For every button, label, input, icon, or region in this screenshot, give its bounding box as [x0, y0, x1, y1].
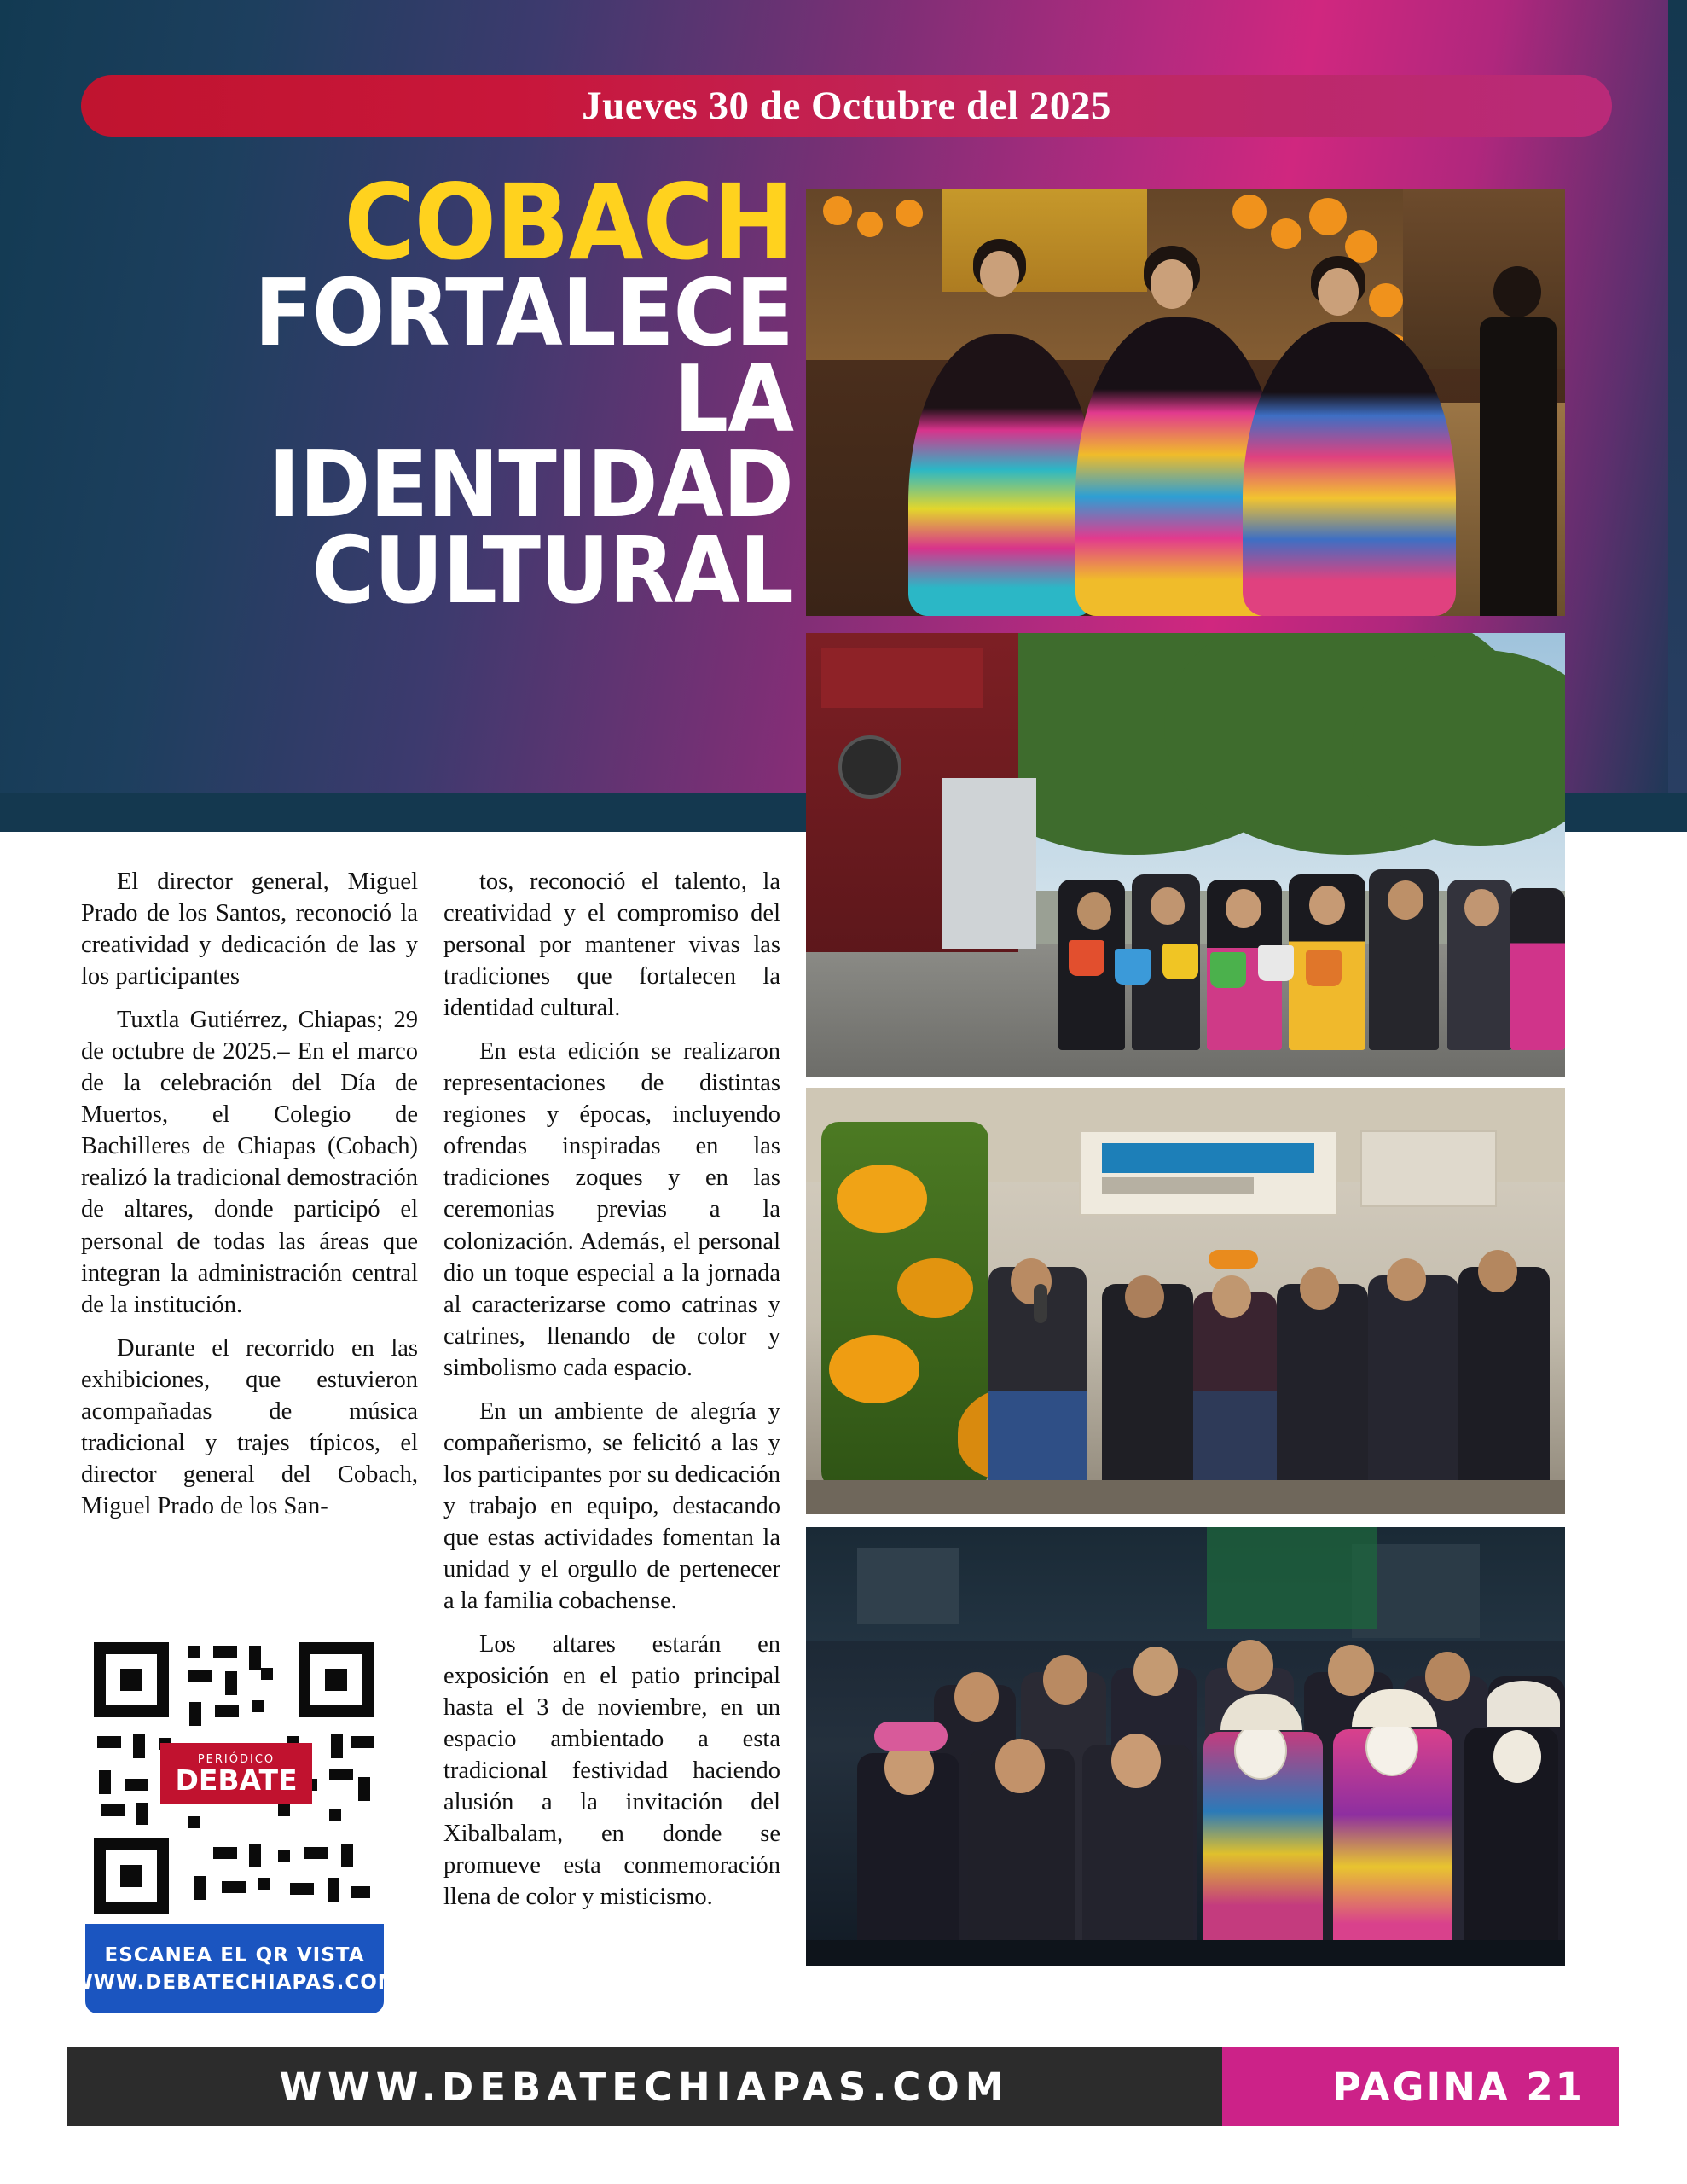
logo-top-text: PERIÓDICO: [197, 1753, 275, 1766]
headline-line-2: FORTALECE: [254, 260, 793, 368]
date-text: Jueves 30 de Octubre del 2025: [582, 84, 1111, 128]
article-paragraph: El director general, Miguel Prado de los Santos, reconoció la creatividad y dedicación de las y los participantes: [81, 868, 418, 990]
article-paragraph: En esta edición se realizaron representaciones de distintas regiones y épocas, incluyendo ofrendas inspiradas en las tradiciones zoques y en las ceremonias previas a la colonización. Además, el personal dio un toque especial a la jornada al caracterizarse como catrinas y catrines, llenando de color y simbolismo cada espacio.: [443, 1038, 780, 1381]
qr-call-to-action[interactable]: [71, 1924, 398, 2013]
logo-name-text: DEBATE: [175, 1763, 298, 1797]
article-paragraph: Los altares estarán en exposición en el patio principal hasta el 3 de noviembre, en un espacio ambientado a esta tradicional festividad haciendo alusión a la invitación del Xibalbalam, en donde se promueve esta conmemoración llena de color y misticismo.: [443, 1631, 780, 1911]
qr-cta-line-1: ESCANEA EL QR VISTA: [104, 1943, 365, 1966]
page-edge-strip: [1668, 0, 1687, 832]
article-paragraph: Durante el recorrido en las exhibiciones, que estuvieron acompañadas de música tradicional y trajes típicos, el director general del Cobach, Miguel Prado de los San-: [81, 1334, 418, 1519]
debate-logo: [160, 1743, 312, 1804]
article-paragraph: Tuxtla Gutiérrez, Chiapas; 29 de octubre de 2025.– En el marco de la celebración del Día de Muertos, el Colegio de Bachilleres de Chiapas (Cobach) realizó la tradicional demostración de altares, donde participó el personal de todas las áreas que integran la administración central de la institución.: [81, 1007, 418, 1318]
qr-promo-block[interactable]: [71, 1634, 398, 2013]
photo-stage-speech-marigolds: [806, 1088, 1565, 1514]
photo-outdoor-group-procession: [806, 633, 1565, 1077]
qr-code-image[interactable]: [85, 1634, 384, 1924]
page-footer: [67, 2048, 1619, 2126]
footer-website-text: WWW.DEBATECHIAPAS.COM: [279, 2064, 1010, 2110]
article-paragraph: En un ambiente de alegría y compañerismo, se felicitó a las y los participantes por su dedicación y trabajo en equipo, destacando que estas actividades fomentan la unidad y el orgullo de pertenecer a la familia cobachense.: [443, 1397, 780, 1615]
headline-line-1: COBACH: [344, 162, 793, 283]
footer-website-bar[interactable]: [67, 2048, 1222, 2126]
article-column-1: [81, 866, 418, 1534]
date-ribbon: [81, 75, 1612, 136]
footer-page-number-bar: [1222, 2048, 1619, 2126]
footer-page-number-text: PAGINA 21: [1332, 2064, 1585, 2110]
page-title: [85, 162, 794, 624]
photo-catrina-group: [806, 1527, 1565, 1966]
headline-line-3: LA IDENTIDAD: [268, 346, 793, 539]
article-paragraph: tos, reconoció el talento, la creatividad y el compromiso del personal por mantener vivas las tradiciones que fortalecen la identidad cultural.: [443, 868, 780, 1022]
headline-line-4: CULTURAL: [311, 517, 794, 624]
qr-cta-line-2: WWW.DEBATECHIAPAS.COM: [71, 1971, 398, 1994]
photo-costumed-women-altar: [806, 189, 1565, 616]
article-column-2: [443, 866, 780, 1926]
